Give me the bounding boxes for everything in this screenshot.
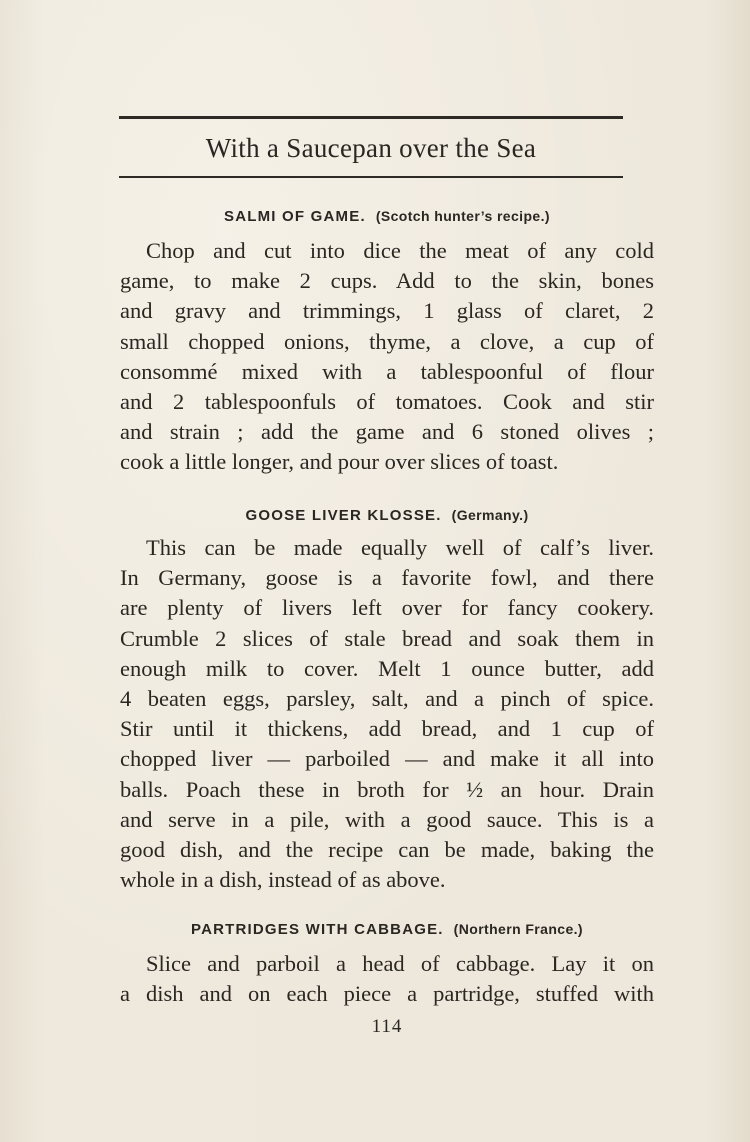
header-rule-top [119, 116, 623, 119]
page-number: 114 [371, 1016, 403, 1037]
text-line: small chopped onions, thyme, a clove, a cup of [120, 328, 654, 354]
text-line: Crumble 2 slices of stale bread and soak them in [120, 625, 654, 651]
text-line: This can be made equally well of calf’s liver. [146, 535, 654, 560]
text-line: Slice and parboil a head of cabbage. Lay it on [146, 951, 654, 976]
running-head: With a Saucepan over the Sea [205, 133, 537, 163]
text-line: whole in a dish, instead of as above. [120, 867, 446, 893]
recipe-heading-salmi-of-game [119, 206, 655, 227]
text-line: enough milk to cover. Melt 1 ounce butter, add [120, 655, 654, 681]
recipe-heading-partridges-with-cabbage [119, 919, 655, 940]
text-line: a dish and on each piece a partridge, stuffed with [120, 981, 654, 1007]
text-line: are plenty of livers left over for fancy cookery. [120, 595, 654, 621]
recipe-origin: (Northern France.) [453, 921, 583, 937]
recipe-body-goose-liver-klosse [120, 533, 654, 895]
recipe-body-partridges-with-cabbage [120, 949, 654, 1009]
recipe-body-salmi-of-game [120, 236, 654, 478]
text-line: 4 beaten eggs, parsley, salt, and a pinch of spice. [120, 685, 654, 711]
text-line: Stir until it thickens, add bread, and 1 cup of [120, 716, 654, 742]
text-line: game, to make 2 cups. Add to the skin, bones [120, 268, 654, 294]
recipe-origin: (Germany.) [451, 507, 529, 523]
text-line: good dish, and the recipe can be made, baking the [120, 836, 654, 862]
recipe-title: GOOSE LIVER KLOSSE. [245, 507, 442, 524]
text-line: and strain ; add the game and 6 stoned olives ; [120, 419, 654, 445]
recipe-origin: (Scotch hunter’s recipe.) [375, 208, 550, 224]
text-line: consommé mixed with a tablespoonful of flour [120, 358, 654, 384]
text-line: chopped liver — parboiled — and make it all into [120, 746, 654, 772]
recipe-title: PARTRIDGES WITH CABBAGE. [190, 921, 444, 938]
text-line: and serve in a pile, with a good sauce. This is a [120, 806, 654, 832]
text-line: cook a little longer, and pour over slices of toast. [120, 449, 559, 475]
text-line: and 2 tablespoonfuls of tomatoes. Cook and stir [120, 388, 654, 414]
header-rule-bottom [119, 176, 623, 178]
text-line: and gravy and trimmings, 1 glass of claret, 2 [120, 298, 654, 324]
text-line: balls. Poach these in broth for ½ an hour. Drain [120, 776, 654, 802]
text-line: In Germany, goose is a favorite fowl, and there [120, 565, 654, 591]
recipe-title: SALMI OF GAME. [224, 208, 366, 225]
text-line: Chop and cut into dice the meat of any cold [146, 238, 654, 263]
recipe-heading-goose-liver-klosse [119, 505, 655, 526]
